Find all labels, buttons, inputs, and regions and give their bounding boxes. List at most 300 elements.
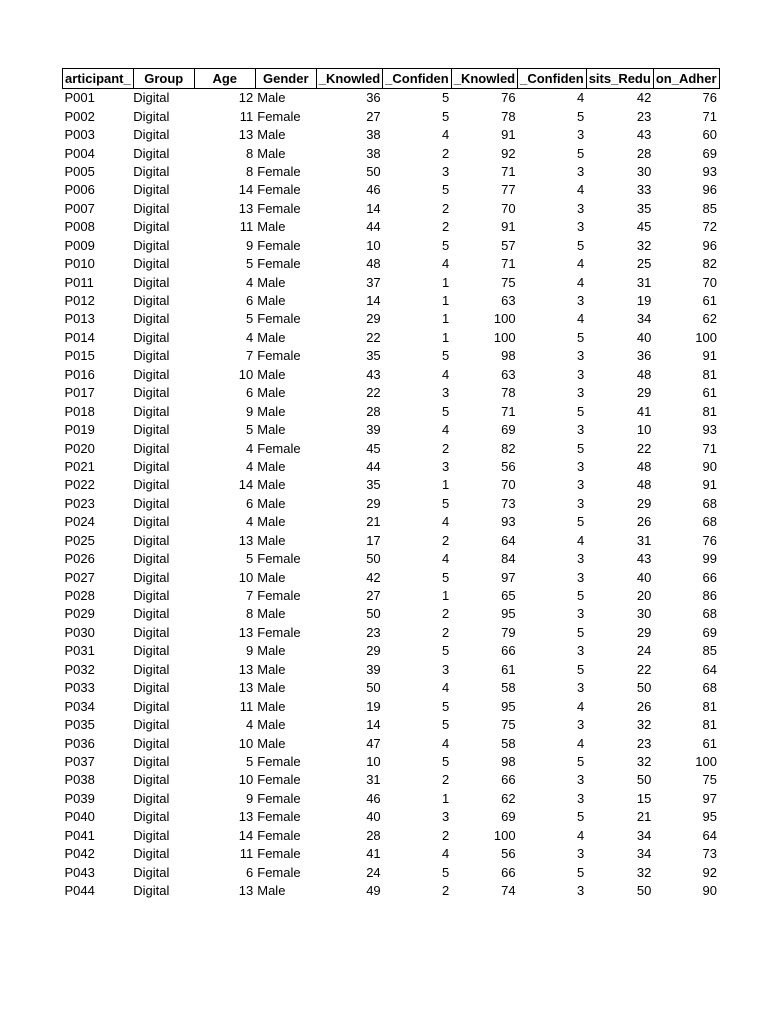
cell-medication-adherence: 61 <box>702 735 717 751</box>
cell-participant-id: P024 <box>64 514 95 530</box>
cell-age: 13 <box>238 200 254 216</box>
cell-pre-knowledge: 29 <box>366 643 381 659</box>
cell-pre-knowledge: 46 <box>366 790 381 806</box>
cell-group: Digital <box>133 440 170 456</box>
cell-medication-adherence: 97 <box>702 790 717 806</box>
cell-group: Digital <box>133 624 170 640</box>
table-row <box>63 237 720 255</box>
cell-visits-reduction: 29 <box>636 624 652 640</box>
cell-gender: Male <box>257 735 286 751</box>
cell-pre-knowledge: 29 <box>366 311 381 327</box>
cell-post-confidence: 4 <box>576 827 585 843</box>
cell-gender: Male <box>257 532 286 548</box>
cell-pre-knowledge: 14 <box>366 717 381 733</box>
cell-pre-confidence: 4 <box>441 127 450 143</box>
table-row <box>63 661 720 679</box>
cell-visits-reduction: 34 <box>636 846 652 862</box>
cell-participant-id: P014 <box>64 329 95 345</box>
table-row <box>63 495 720 513</box>
table-row <box>63 882 720 900</box>
cell-post-knowledge: 93 <box>501 514 516 530</box>
cell-age: 4 <box>246 274 254 290</box>
cell-age: 10 <box>238 366 254 382</box>
cell-gender: Male <box>257 606 286 622</box>
cell-group: Digital <box>133 846 170 862</box>
cell-post-knowledge: 73 <box>501 495 516 511</box>
cell-post-knowledge: 100 <box>493 311 516 327</box>
cell-participant-id: P001 <box>64 90 95 106</box>
cell-age: 8 <box>246 145 254 161</box>
cell-gender: Female <box>257 864 301 880</box>
cell-pre-confidence: 2 <box>441 219 450 235</box>
cell-pre-knowledge: 41 <box>366 846 381 862</box>
table-row <box>63 587 720 605</box>
cell-post-knowledge: 97 <box>501 569 516 585</box>
table-row <box>63 439 720 457</box>
table-header <box>63 69 720 89</box>
cell-medication-adherence: 93 <box>702 422 717 438</box>
cell-pre-confidence: 4 <box>441 422 450 438</box>
cell-pre-knowledge: 46 <box>366 182 381 198</box>
cell-pre-confidence: 4 <box>441 735 450 751</box>
header-pre-confidence: _Confiden <box>383 69 452 89</box>
cell-visits-reduction: 32 <box>636 237 652 253</box>
cell-gender: Male <box>257 514 286 530</box>
cell-group: Digital <box>133 569 170 585</box>
cell-pre-knowledge: 35 <box>366 477 381 493</box>
cell-gender: Female <box>257 753 301 769</box>
cell-age: 8 <box>246 606 254 622</box>
cell-pre-knowledge: 50 <box>366 680 381 696</box>
header-row <box>63 69 720 89</box>
cell-gender: Female <box>257 624 301 640</box>
cell-post-confidence: 3 <box>576 643 585 659</box>
cell-visits-reduction: 23 <box>636 108 652 124</box>
cell-medication-adherence: 64 <box>702 661 717 677</box>
cell-post-knowledge: 78 <box>501 108 516 124</box>
cell-post-confidence: 3 <box>576 348 585 364</box>
cell-post-confidence: 3 <box>576 477 585 493</box>
cell-pre-confidence: 5 <box>441 753 450 769</box>
cell-participant-id: P007 <box>64 200 95 216</box>
cell-medication-adherence: 92 <box>702 864 717 880</box>
cell-medication-adherence: 68 <box>702 514 717 530</box>
cell-pre-confidence: 5 <box>441 348 450 364</box>
cell-post-knowledge: 69 <box>501 809 516 825</box>
cell-medication-adherence: 73 <box>702 846 717 862</box>
cell-participant-id: P013 <box>64 311 95 327</box>
cell-pre-confidence: 4 <box>441 551 450 567</box>
cell-gender: Male <box>257 458 286 474</box>
cell-group: Digital <box>133 532 170 548</box>
cell-age: 13 <box>238 883 254 899</box>
cell-post-confidence: 5 <box>576 403 585 419</box>
cell-post-knowledge: 78 <box>501 385 516 401</box>
cell-visits-reduction: 26 <box>636 514 652 530</box>
cell-post-confidence: 3 <box>576 385 585 401</box>
table-row <box>63 163 720 181</box>
cell-visits-reduction: 34 <box>636 827 652 843</box>
cell-post-confidence: 3 <box>576 293 585 309</box>
cell-group: Digital <box>133 883 170 899</box>
header-pre-knowledge: _Knowled <box>316 69 382 89</box>
cell-pre-confidence: 1 <box>441 293 450 309</box>
cell-gender: Female <box>257 237 301 253</box>
cell-age: 13 <box>238 680 254 696</box>
cell-pre-knowledge: 17 <box>366 532 381 548</box>
cell-participant-id: P011 <box>64 274 94 290</box>
cell-post-knowledge: 61 <box>501 661 516 677</box>
header-gender: Gender <box>255 69 316 89</box>
cell-post-confidence: 3 <box>576 680 585 696</box>
cell-gender: Male <box>257 569 286 585</box>
cell-participant-id: P006 <box>64 182 95 198</box>
cell-gender: Male <box>257 661 286 677</box>
cell-visits-reduction: 34 <box>636 311 652 327</box>
cell-gender: Female <box>257 846 301 862</box>
cell-participant-id: P017 <box>64 385 95 401</box>
cell-post-confidence: 5 <box>576 809 585 825</box>
cell-medication-adherence: 72 <box>702 219 717 235</box>
cell-post-knowledge: 65 <box>501 588 516 604</box>
cell-age: 5 <box>246 551 254 567</box>
cell-medication-adherence: 82 <box>702 256 717 272</box>
cell-pre-confidence: 2 <box>441 145 450 161</box>
data-table <box>62 68 720 900</box>
cell-pre-confidence: 3 <box>441 809 450 825</box>
cell-post-knowledge: 75 <box>501 717 516 733</box>
cell-post-confidence: 5 <box>576 440 585 456</box>
cell-gender: Female <box>257 827 301 843</box>
cell-visits-reduction: 33 <box>636 182 652 198</box>
cell-medication-adherence: 91 <box>702 348 717 364</box>
table-row <box>63 458 720 476</box>
cell-visits-reduction: 42 <box>636 90 652 106</box>
cell-post-confidence: 3 <box>576 790 585 806</box>
table-row <box>63 624 720 642</box>
cell-post-confidence: 3 <box>576 772 585 788</box>
table-row <box>63 605 720 623</box>
cell-age: 7 <box>246 588 254 604</box>
cell-post-confidence: 5 <box>576 753 585 769</box>
cell-group: Digital <box>133 551 170 567</box>
cell-post-confidence: 3 <box>576 422 585 438</box>
cell-pre-confidence: 5 <box>441 569 450 585</box>
cell-pre-confidence: 1 <box>441 790 450 806</box>
cell-post-confidence: 3 <box>576 200 585 216</box>
cell-group: Digital <box>133 790 170 806</box>
table-row <box>63 790 720 808</box>
cell-group: Digital <box>133 163 170 179</box>
cell-visits-reduction: 29 <box>636 385 652 401</box>
table-row <box>63 89 720 108</box>
cell-post-confidence: 4 <box>576 735 585 751</box>
cell-participant-id: P003 <box>64 127 95 143</box>
cell-post-confidence: 5 <box>576 145 585 161</box>
cell-visits-reduction: 28 <box>636 145 652 161</box>
cell-visits-reduction: 48 <box>636 458 652 474</box>
table-row <box>63 218 720 236</box>
cell-group: Digital <box>133 274 170 290</box>
cell-pre-knowledge: 29 <box>366 495 381 511</box>
cell-pre-knowledge: 10 <box>366 753 381 769</box>
cell-pre-knowledge: 23 <box>366 624 381 640</box>
cell-visits-reduction: 48 <box>636 477 652 493</box>
cell-group: Digital <box>133 606 170 622</box>
cell-participant-id: P028 <box>64 588 95 604</box>
cell-group: Digital <box>133 827 170 843</box>
cell-pre-knowledge: 48 <box>366 256 381 272</box>
cell-participant-id: P038 <box>64 772 95 788</box>
cell-participant-id: P016 <box>64 366 95 382</box>
cell-visits-reduction: 15 <box>636 790 652 806</box>
cell-participant-id: P004 <box>64 145 95 161</box>
cell-age: 9 <box>246 403 254 419</box>
cell-age: 14 <box>238 827 254 843</box>
cell-pre-knowledge: 28 <box>366 403 381 419</box>
cell-medication-adherence: 100 <box>695 329 717 345</box>
cell-visits-reduction: 48 <box>636 366 652 382</box>
cell-medication-adherence: 86 <box>702 588 717 604</box>
cell-pre-confidence: 4 <box>441 366 450 382</box>
cell-participant-id: P020 <box>64 440 95 456</box>
cell-gender: Female <box>257 163 301 179</box>
cell-medication-adherence: 85 <box>702 200 717 216</box>
cell-post-confidence: 3 <box>576 127 585 143</box>
cell-medication-adherence: 75 <box>702 772 717 788</box>
cell-pre-confidence: 5 <box>441 108 450 124</box>
table-row <box>63 734 720 752</box>
cell-medication-adherence: 91 <box>702 477 717 493</box>
cell-visits-reduction: 50 <box>636 772 652 788</box>
cell-pre-confidence: 2 <box>441 606 450 622</box>
cell-pre-knowledge: 40 <box>366 809 381 825</box>
cell-visits-reduction: 40 <box>636 329 652 345</box>
cell-pre-knowledge: 27 <box>366 588 381 604</box>
table-row <box>63 181 720 199</box>
header-visits-reduction: sits_Redu <box>586 69 653 89</box>
table-row <box>63 827 720 845</box>
cell-pre-knowledge: 49 <box>366 883 381 899</box>
cell-pre-confidence: 5 <box>441 182 450 198</box>
cell-group: Digital <box>133 477 170 493</box>
cell-visits-reduction: 10 <box>636 422 652 438</box>
cell-gender: Male <box>257 883 286 899</box>
cell-group: Digital <box>133 329 170 345</box>
cell-pre-knowledge: 14 <box>366 293 381 309</box>
cell-gender: Female <box>257 772 301 788</box>
cell-group: Digital <box>133 495 170 511</box>
header-participant-id: articipant_ <box>63 69 134 89</box>
cell-age: 7 <box>246 348 254 364</box>
cell-pre-confidence: 3 <box>441 385 450 401</box>
table-row <box>63 200 720 218</box>
cell-visits-reduction: 50 <box>636 680 652 696</box>
cell-group: Digital <box>133 698 170 714</box>
cell-age: 4 <box>246 717 254 733</box>
cell-pre-knowledge: 37 <box>366 274 381 290</box>
cell-pre-knowledge: 22 <box>366 385 381 401</box>
cell-pre-knowledge: 42 <box>366 569 381 585</box>
cell-participant-id: P018 <box>64 403 95 419</box>
cell-medication-adherence: 69 <box>702 145 717 161</box>
cell-group: Digital <box>133 588 170 604</box>
cell-age: 11 <box>239 108 254 124</box>
cell-participant-id: P044 <box>64 883 95 899</box>
cell-visits-reduction: 19 <box>636 293 652 309</box>
cell-post-knowledge: 64 <box>501 532 516 548</box>
cell-gender: Male <box>257 422 286 438</box>
cell-age: 8 <box>246 163 254 179</box>
cell-gender: Female <box>257 348 301 364</box>
cell-participant-id: P025 <box>64 532 95 548</box>
cell-gender: Female <box>257 809 301 825</box>
cell-age: 4 <box>246 329 254 345</box>
cell-medication-adherence: 90 <box>702 883 717 899</box>
cell-group: Digital <box>133 514 170 530</box>
cell-medication-adherence: 81 <box>702 698 717 714</box>
cell-age: 6 <box>246 495 254 511</box>
cell-medication-adherence: 96 <box>702 182 717 198</box>
cell-pre-confidence: 5 <box>441 237 450 253</box>
table-row <box>63 421 720 439</box>
cell-pre-confidence: 1 <box>441 329 450 345</box>
cell-age: 6 <box>246 385 254 401</box>
cell-gender: Female <box>257 790 301 806</box>
cell-age: 14 <box>238 182 254 198</box>
header-post-knowledge: _Knowled <box>451 69 517 89</box>
cell-post-knowledge: 75 <box>501 274 516 290</box>
cell-age: 14 <box>238 477 254 493</box>
cell-pre-confidence: 5 <box>441 403 450 419</box>
cell-visits-reduction: 20 <box>636 588 652 604</box>
cell-pre-confidence: 3 <box>441 163 450 179</box>
cell-pre-confidence: 1 <box>441 588 450 604</box>
cell-post-knowledge: 57 <box>501 237 516 253</box>
cell-post-knowledge: 63 <box>501 293 516 309</box>
table-row <box>63 771 720 789</box>
cell-visits-reduction: 22 <box>636 440 652 456</box>
cell-participant-id: P027 <box>64 569 95 585</box>
cell-medication-adherence: 70 <box>702 274 717 290</box>
cell-group: Digital <box>133 403 170 419</box>
cell-visits-reduction: 30 <box>636 606 652 622</box>
cell-pre-knowledge: 22 <box>366 329 381 345</box>
table-row <box>63 716 720 734</box>
table-row <box>63 808 720 826</box>
cell-group: Digital <box>133 809 170 825</box>
cell-participant-id: P029 <box>64 606 95 622</box>
cell-post-knowledge: 100 <box>493 827 516 843</box>
cell-age: 4 <box>246 440 254 456</box>
cell-age: 5 <box>246 753 254 769</box>
cell-age: 9 <box>246 237 254 253</box>
cell-group: Digital <box>133 643 170 659</box>
cell-medication-adherence: 85 <box>702 643 717 659</box>
cell-post-confidence: 4 <box>576 256 585 272</box>
cell-pre-confidence: 5 <box>441 643 450 659</box>
cell-group: Digital <box>133 366 170 382</box>
cell-post-knowledge: 71 <box>501 256 516 272</box>
cell-group: Digital <box>133 735 170 751</box>
cell-age: 9 <box>246 790 254 806</box>
cell-age: 5 <box>246 422 254 438</box>
cell-medication-adherence: 62 <box>702 311 717 327</box>
cell-pre-knowledge: 39 <box>366 422 381 438</box>
cell-post-confidence: 4 <box>576 90 585 106</box>
table-row <box>63 753 720 771</box>
table-row <box>63 550 720 568</box>
table-body <box>63 89 720 901</box>
cell-post-confidence: 3 <box>576 551 585 567</box>
table-row <box>63 310 720 328</box>
cell-post-confidence: 3 <box>576 458 585 474</box>
cell-participant-id: P010 <box>64 256 95 272</box>
cell-post-confidence: 3 <box>576 606 585 622</box>
table-row <box>63 347 720 365</box>
cell-gender: Male <box>257 219 286 235</box>
cell-post-confidence: 3 <box>576 163 585 179</box>
cell-age: 6 <box>246 864 254 880</box>
cell-pre-knowledge: 38 <box>366 127 381 143</box>
cell-post-knowledge: 98 <box>501 348 516 364</box>
table-row <box>63 679 720 697</box>
cell-pre-confidence: 1 <box>441 311 450 327</box>
cell-pre-knowledge: 21 <box>366 514 381 530</box>
cell-gender: Male <box>257 90 286 106</box>
cell-gender: Male <box>257 145 286 161</box>
cell-post-knowledge: 77 <box>501 182 516 198</box>
cell-pre-knowledge: 50 <box>366 163 381 179</box>
cell-participant-id: P019 <box>64 422 95 438</box>
cell-post-confidence: 4 <box>576 698 585 714</box>
cell-participant-id: P037 <box>64 753 95 769</box>
cell-medication-adherence: 64 <box>702 827 717 843</box>
cell-group: Digital <box>133 753 170 769</box>
cell-medication-adherence: 69 <box>702 624 717 640</box>
cell-age: 10 <box>238 772 254 788</box>
cell-medication-adherence: 66 <box>702 569 717 585</box>
cell-pre-knowledge: 35 <box>366 348 381 364</box>
cell-gender: Female <box>257 588 301 604</box>
cell-post-confidence: 5 <box>576 237 585 253</box>
cell-participant-id: P040 <box>64 809 95 825</box>
header-medication-adherence: on_Adher <box>653 69 719 89</box>
cell-group: Digital <box>133 90 170 106</box>
cell-post-confidence: 5 <box>576 864 585 880</box>
cell-medication-adherence: 71 <box>702 108 717 124</box>
cell-group: Digital <box>133 293 170 309</box>
cell-post-knowledge: 92 <box>501 145 516 161</box>
cell-visits-reduction: 30 <box>636 163 652 179</box>
cell-age: 13 <box>238 661 254 677</box>
table-row <box>63 568 720 586</box>
cell-participant-id: P008 <box>64 219 95 235</box>
cell-pre-knowledge: 19 <box>366 698 381 714</box>
cell-post-confidence: 3 <box>576 883 585 899</box>
cell-post-confidence: 5 <box>576 588 585 604</box>
cell-medication-adherence: 60 <box>702 127 717 143</box>
cell-pre-knowledge: 10 <box>366 237 381 253</box>
cell-post-knowledge: 95 <box>501 606 516 622</box>
cell-group: Digital <box>133 127 170 143</box>
cell-group: Digital <box>133 311 170 327</box>
cell-gender: Male <box>257 403 286 419</box>
table-row <box>63 402 720 420</box>
cell-participant-id: P009 <box>64 237 95 253</box>
cell-visits-reduction: 32 <box>636 864 652 880</box>
cell-pre-knowledge: 24 <box>366 864 381 880</box>
